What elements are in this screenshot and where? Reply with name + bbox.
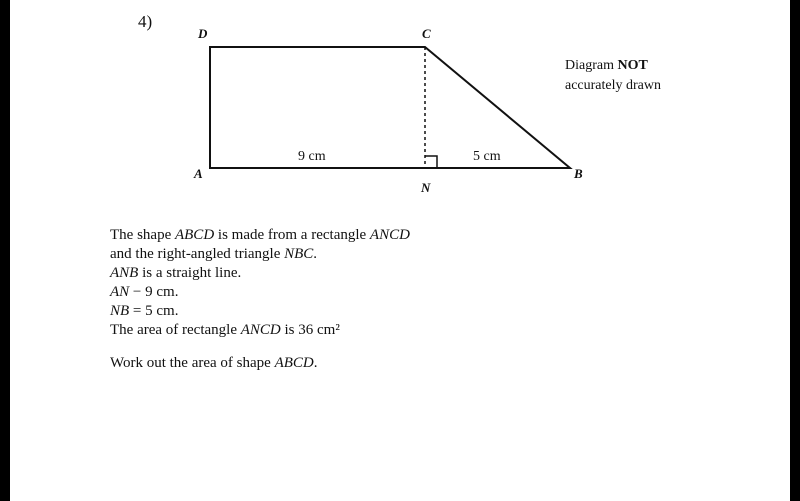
question-text bbox=[110, 226, 410, 373]
measure-an: 9 cm bbox=[298, 149, 326, 164]
text-line-2: and the right-angled triangle NBC. bbox=[110, 246, 318, 262]
question-number: 4) bbox=[138, 12, 153, 31]
text-line-7: Work out the area of shape ABCD. bbox=[110, 355, 318, 371]
vertex-label-n: N bbox=[421, 180, 431, 195]
shape-outline bbox=[210, 47, 570, 168]
text-line-4: AN − 9 cm. bbox=[110, 284, 179, 300]
text-line-1: The shape ABCD is made from a rectangle ANCD bbox=[110, 227, 410, 243]
note-line1: Diagram NOT bbox=[565, 58, 648, 73]
text-line-3: ANB is a straight line. bbox=[110, 265, 242, 281]
note-line2: accurately drawn bbox=[565, 78, 661, 93]
right-angle-marker bbox=[425, 156, 437, 168]
text-line-6: The area of rectangle ANCD is 36 cm² bbox=[110, 322, 340, 338]
spacer bbox=[110, 340, 410, 354]
text-line-5: NB = 5 cm. bbox=[110, 303, 179, 319]
vertex-label-c: C bbox=[422, 26, 431, 41]
worksheet-page bbox=[10, 0, 790, 501]
vertex-label-b: B bbox=[574, 166, 583, 181]
vertex-label-a: A bbox=[194, 166, 203, 181]
measure-nb: 5 cm bbox=[473, 149, 501, 164]
diagram-note bbox=[565, 56, 661, 96]
trapezium-diagram bbox=[10, 0, 790, 220]
vertex-label-d: D bbox=[198, 26, 208, 41]
